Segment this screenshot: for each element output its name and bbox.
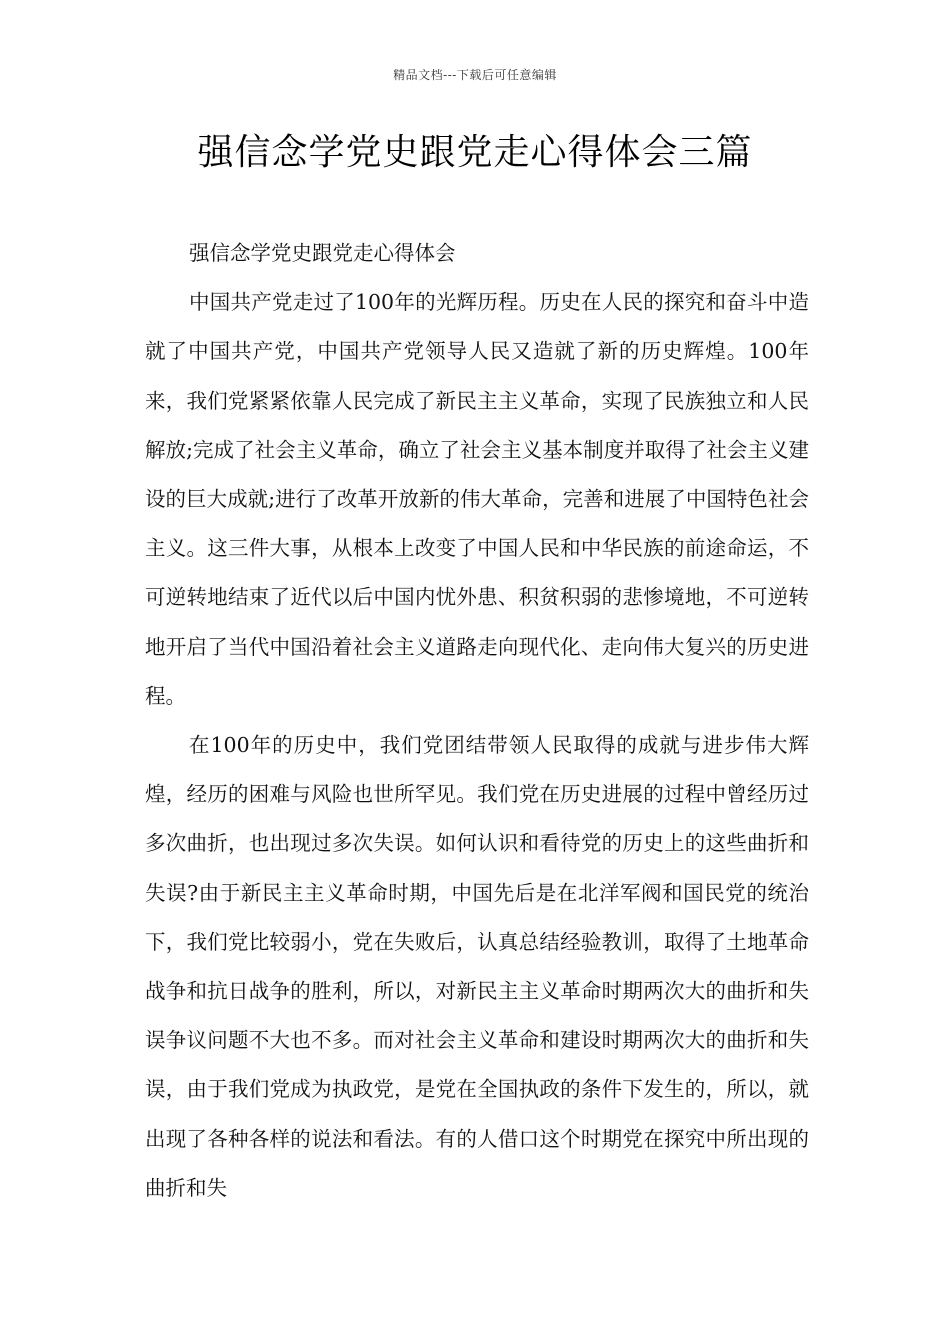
- header-note: 精品文档---下载后可任意编辑: [393, 68, 557, 82]
- document-title: 强信念学党史跟党走心得体会三篇: [197, 132, 753, 173]
- section-subheading: 强信念学党史跟党走心得体会: [189, 241, 456, 265]
- paragraph-2: 在100年的历史中，我们党团结带领人民取得的成就与进步伟大辉煌，经历的困难与风险也世所罕见。我们党在历史进展的过程中曾经历过多次曲折，也出现过多次失误。如何认识和看待党的历史上的这些曲折和失误?由于新民主主义革命时期，中国先后是在北洋军阀和国民党的统治下，我们党比较弱小，党在失败后，认真总结经验教训，取得了土地革命战争和抗日战争的胜利，所以，对新民主主义革命时期两次大的曲折和失误争议问题不大也不多。而对社会主义革命和建设时期两次大的曲折和失误，由于我们党成为执政党，是党在全国执政的条件下发生的，所以，就出现了各种各样的说法和看法。有的人借口这个时期党在探究中所出现的曲折和失: [145, 733, 809, 1200]
- paragraph-1: 中国共产党走过了100年的光辉历程。历史在人民的探究和奋斗中造就了中国共产党，中国共产党领导人民又造就了新的历史辉煌。100年来，我们党紧紧依靠人民完成了新民主主义革命，实现了民族独立和人民解放;完成了社会主义革命，确立了社会主义基本制度并取得了社会主义建设的巨大成就;进行了改革开放新的伟大革命，完善和进展了中国特色社会主义。这三件大事，从根本上改变了中国人民和中华民族的前途命运，不可逆转地结束了近代以后中国内忧外患、积贫积弱的悲惨境地，不可逆转地开启了当代中国沿着社会主义道路走向现代化、走向伟大复兴的历史进程。: [145, 290, 809, 708]
- document-body: [145, 229, 809, 1213]
